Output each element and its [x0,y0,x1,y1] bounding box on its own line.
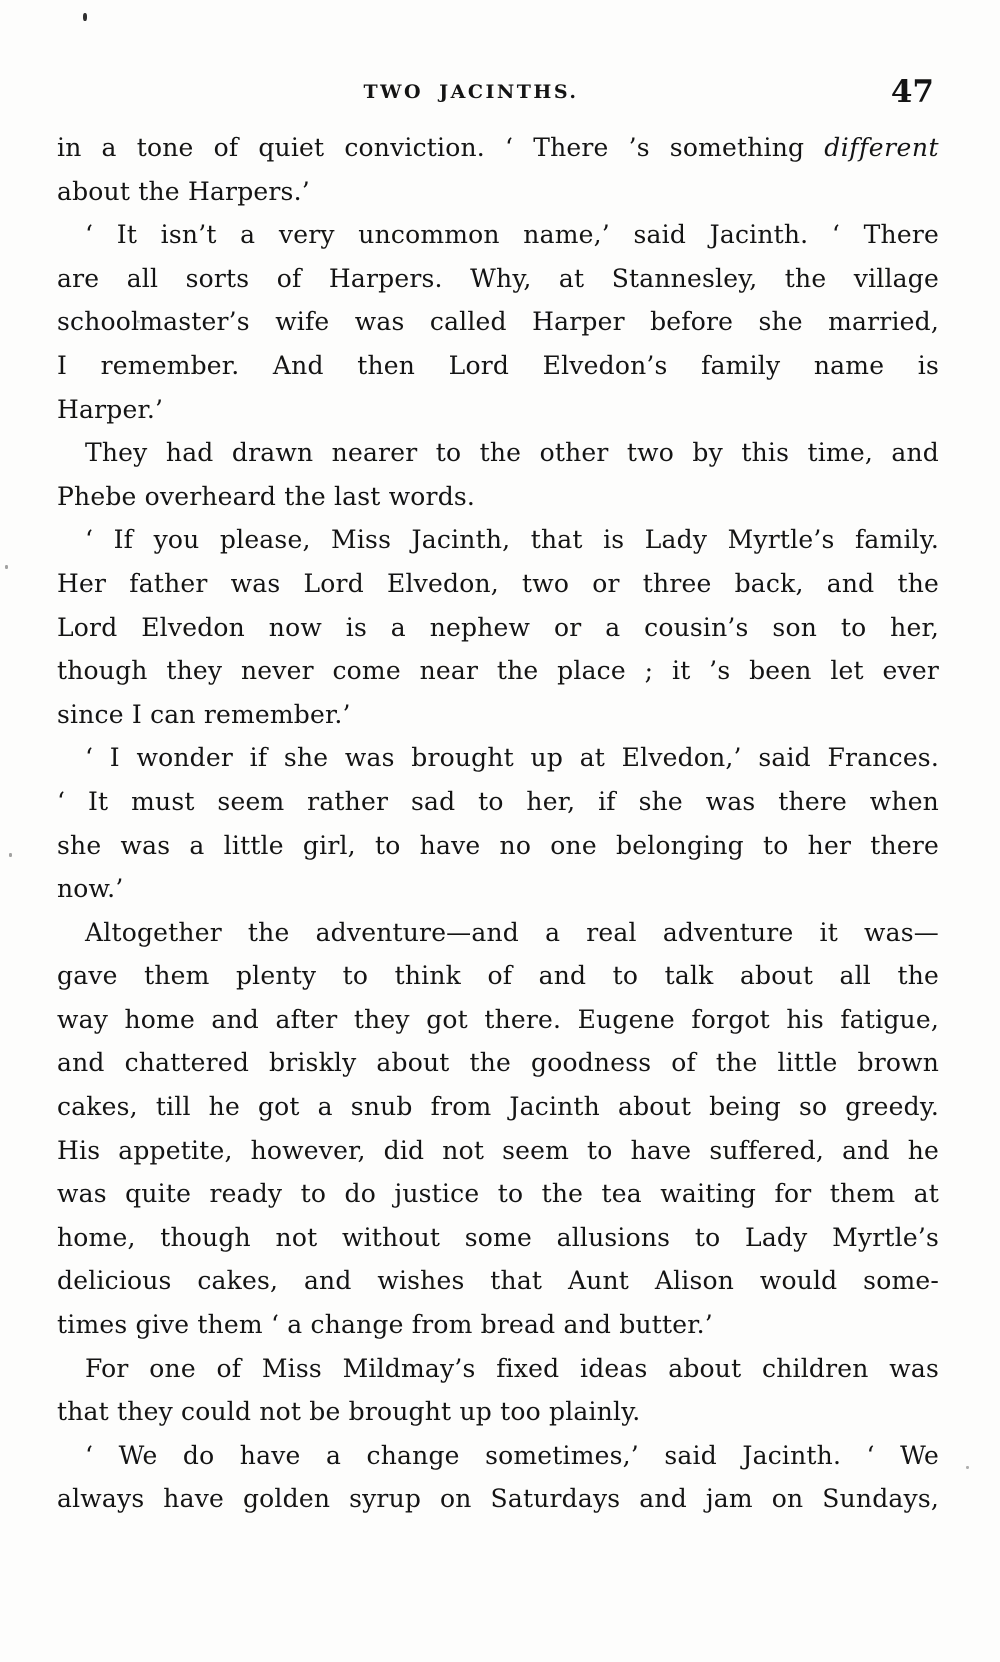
ink-speck [83,13,87,21]
running-header [57,74,939,114]
text-line: Her father was Lord Elvedon, two or three back, and the [57,568,939,598]
paragraph [57,126,939,213]
text-line: Lord Elvedon now is a nephew or a cousin’s son to her, [57,612,939,642]
text-line: ‘ We do have a change sometimes,’ said Jacinth. ‘ We [85,1440,939,1470]
page-number: 47 [890,74,934,110]
ink-speck [137,320,140,323]
text-line: Harper.’ [57,394,164,424]
paragraph [57,736,939,910]
text-line: she was a little girl, to have no one belonging to her there [57,830,939,860]
text-line: ‘ If you please, Miss Jacinth, that is Lady Myrtle’s family. [85,525,939,555]
paragraph [57,213,939,431]
text-line: about the Harpers.’ [57,176,310,206]
ink-speck [9,853,12,857]
text-line: home, though not without some allusions to Lady Myrtle’s [57,1222,939,1252]
text-line: schoolmaster’s wife was called Harper before she married, [57,307,939,337]
text-line: times give them ‘ a change from bread and butter.’ [57,1310,713,1340]
paragraph [57,518,939,736]
running-header-title: TWO JACINTHS. [363,81,579,103]
paragraph [57,431,939,518]
text-line: cakes, till he got a snub from Jacinth about being so greedy. [57,1092,939,1122]
text-line: ‘ It isn’t a very uncommon name,’ said Jacinth. ‘ There [85,220,939,250]
text-line: always have golden syrup on Saturdays and jam on Sundays, [57,1484,939,1514]
text-line: are all sorts of Harpers. Why, at Stannesley, the village [57,263,939,293]
text-line: gave them plenty to think of and to talk about all the [57,961,939,991]
text-line: ‘ It must seem rather sad to her, if she was there when [57,786,939,816]
text-line: though they never come near the place ; it ’s been let ever [57,656,939,686]
ink-speck [966,1466,969,1469]
paragraph [57,1347,939,1434]
text-line: since I can remember.’ [57,699,351,729]
text-line: now.’ [57,874,124,904]
text-line: Altogether the adventure—and a real adventure it was— [85,917,939,947]
text-line: in a tone of quiet conviction. ‘ There ’s something different [57,133,939,162]
text-line: ‘ I wonder if she was brought up at Elvedon,’ said Frances. [85,743,939,773]
text-line: For one of Miss Mildmay’s fixed ideas about children was [85,1353,939,1383]
paragraph [57,1434,939,1521]
text-line: I remember. And then Lord Elvedon’s family name is [57,350,939,380]
ink-speck [5,565,8,569]
text-line: They had drawn nearer to the other two by this time, and [85,438,939,468]
text-line: His appetite, however, did not seem to have suffered, and he [57,1135,939,1165]
text-line: way home and after they got there. Eugene forgot his fatigue, [57,1004,939,1034]
text-line: was quite ready to do justice to the tea waiting for them at [57,1179,939,1209]
text-line: that they could not be brought up too plainly. [57,1397,641,1427]
paragraph [57,911,939,1347]
text-line: delicious cakes, and wishes that Aunt Alison would some- [57,1266,939,1296]
page-text [57,126,939,1521]
text-line: Phebe overheard the last words. [57,481,476,511]
text-line: and chattered briskly about the goodness of the little brown [57,1048,939,1078]
